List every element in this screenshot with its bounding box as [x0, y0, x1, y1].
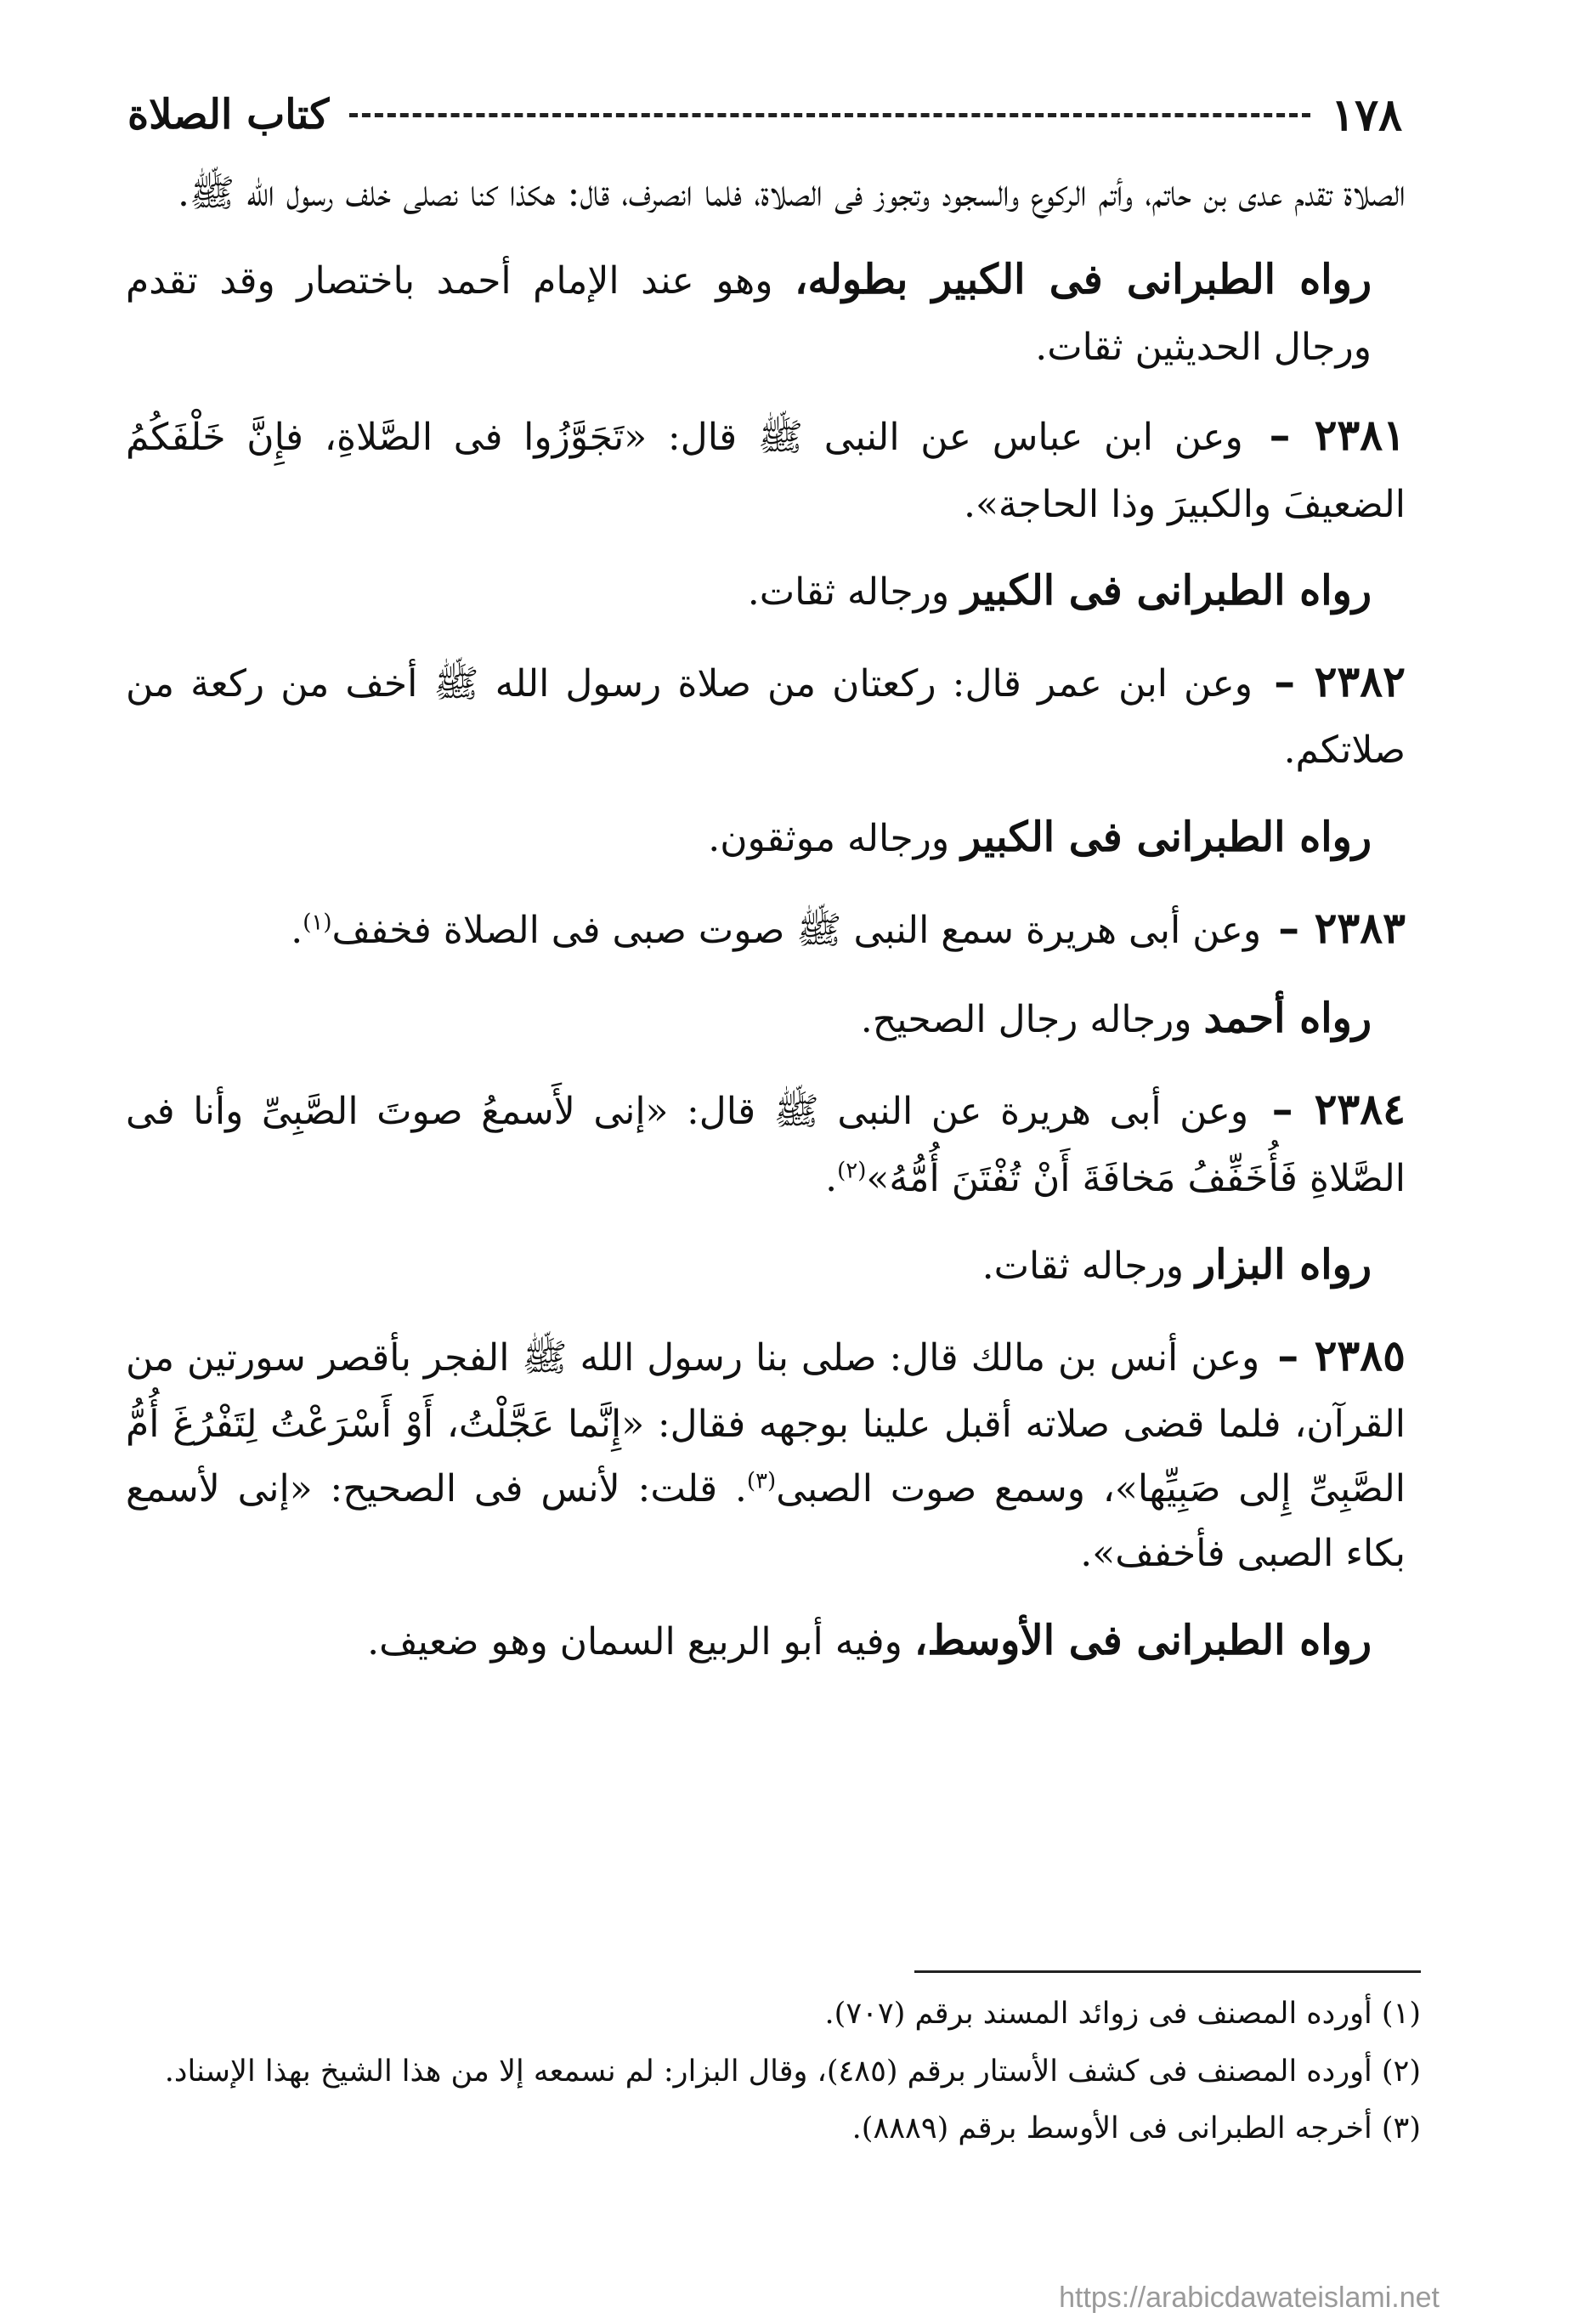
source-rest: ورجاله ثقات.	[747, 570, 962, 614]
hadith-number: ٢٣٨٣ –	[1278, 902, 1406, 953]
hadith-text: الصلاة تقدم عدى بن حاتم، وأتم الركوع والسجود وتجوز فى الصلاة، فلما انصرف، قال: هكذا كنا نصلى خلف رسول الله ﷺ.	[177, 172, 1406, 215]
hadith-tail: .	[291, 908, 303, 952]
hadith-number: ٢٣٨١ –	[1269, 410, 1406, 461]
running-title: كتاب الصلاة	[127, 91, 330, 139]
footnote-marker: (١)	[303, 909, 332, 935]
footnote-1: (١) أورده المصنف فى زوائد المسند برقم (٧٠٧).	[824, 1997, 1421, 2031]
hadith-continuation	[126, 162, 1406, 226]
source-note	[126, 983, 1406, 1054]
hadith-number: ٢٣٨٢ –	[1274, 655, 1406, 706]
footnote-marker: (٣)	[746, 1468, 777, 1494]
page-number: ١٧٨	[1331, 88, 1402, 141]
source-note	[126, 556, 1406, 626]
hadith-tail: .	[825, 1156, 838, 1200]
watermark-url: https://arabicdawateislami.net	[1059, 2281, 1440, 2314]
source-rest: ورجاله ثقات.	[982, 1244, 1196, 1288]
hadith-2384	[126, 1073, 1406, 1211]
source-bold: رواه البزار	[1196, 1240, 1372, 1289]
hadith-number: ٢٣٨٥ –	[1277, 1329, 1406, 1380]
source-bold: رواه الطبرانى فى الكبير	[961, 566, 1372, 615]
source-note	[126, 1230, 1406, 1301]
hadith-tail: . قلت: لأنس فى الصحيح: «إنى لأسمع بكاء الصبى فأخفف».	[126, 1467, 1406, 1576]
hadith-text: وعن أنس بن مالك قال: صلى بنا رسول الله ﷺ الفجر بأقصر سورتين من القرآن، فلما قضى صلاته أقبل علينا بوجهه فقال: «إِنَّما عَجَّلْتُ، أَوْ أَسْرَعْتُ لِتَفْرُغَ أُمُّ الصَّبِىِّ إِلى صَبِيِّها»، وسمع صوت الصبى	[126, 1335, 1406, 1511]
hadith-text: وعن ابن عباس عن النبى ﷺ قال: «تَجَوَّزُوا فى الصَّلاةِ، فإِنَّ خَلْفَكُمُ الضعيفَ والكبيرَ وذا الحاجة».	[126, 416, 1406, 526]
source-rest: وهو عند الإمام أحمد باختصار وقد تقدم ورجال الحديثين ثقات.	[126, 259, 1372, 370]
main-text	[126, 162, 1406, 1695]
page-header	[127, 85, 1402, 145]
source-bold: رواه الطبرانى فى الكبير بطوله،	[794, 256, 1372, 304]
source-bold: رواه الطبرانى فى الأوسط،	[914, 1616, 1372, 1664]
hadith-2381	[126, 399, 1406, 537]
source-note	[126, 245, 1406, 380]
source-rest: وفيه أبو الربيع السمان وهو ضعيف.	[367, 1619, 914, 1664]
source-note	[126, 1606, 1406, 1676]
source-note	[126, 802, 1406, 873]
footnote-marker: (٢)	[837, 1157, 867, 1183]
footnote-divider	[914, 1970, 1421, 1973]
hadith-text: وعن أبى هريرة سمع النبى ﷺ صوت صبى فى الصلاة فخفف	[331, 908, 1274, 952]
footnote-2: (٢) أورده المصنف فى كشف الأستار برقم (٤٨٥)، وقال البزار: لم نسمعه إلا من هذا الشيخ بهذا الإسناد.	[164, 2054, 1421, 2089]
source-bold: رواه أحمد	[1203, 995, 1372, 1043]
hadith-text: وعن ابن عمر قال: ركعتان من صلاة رسول الله ﷺ أخف من ركعة من صلاتكم.	[126, 661, 1406, 773]
hadith-2383	[126, 892, 1406, 966]
header-dashed-rule	[349, 113, 1310, 117]
source-bold: رواه الطبرانى فى الكبير	[961, 813, 1372, 861]
hadith-2382	[126, 645, 1406, 784]
hadith-2385	[126, 1319, 1406, 1587]
source-rest: ورجاله موثقون.	[708, 816, 962, 860]
footnote-3: (٣) أخرجه الطبرانى فى الأوسط برقم (٨٨٨٩).	[851, 2111, 1421, 2145]
hadith-number: ٢٣٨٤ –	[1271, 1084, 1406, 1135]
source-rest: ورجاله رجال الصحيح.	[860, 998, 1204, 1042]
footnotes	[127, 1989, 1421, 2162]
hadith-text: وعن أبى هريرة عن النبى ﷺ قال: «إنى لأَسمعُ صوتَ الصَّبِىِّ وأنا فى الصَّلاةِ فَأُخَفِّفُ مَخافَةَ أَنْ تُفْتَنَ أُمُّهُ»	[126, 1090, 1406, 1200]
